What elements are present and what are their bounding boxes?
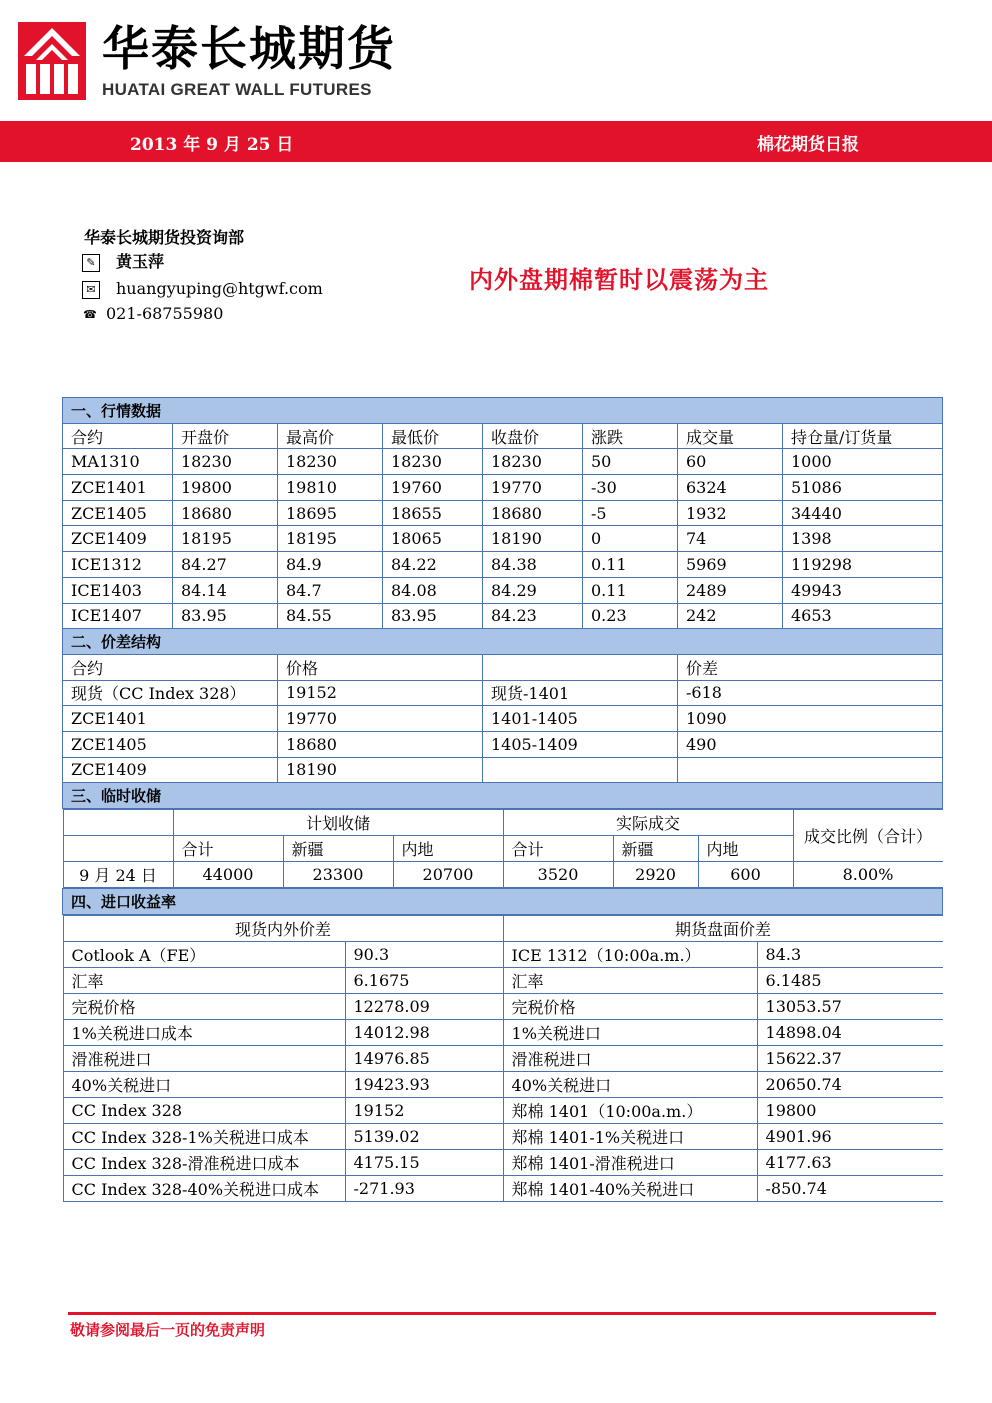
column-header: 价格 [278, 654, 483, 680]
market-section [63, 398, 943, 1202]
market-row [63, 552, 943, 578]
table-cell: 12278.09 [345, 993, 503, 1019]
table-cell: 2920 [613, 862, 698, 888]
market-header-row [63, 423, 943, 449]
table-cell: -850.74 [757, 1175, 943, 1201]
table-cell: ICE1403 [63, 577, 173, 603]
table-cell: 19770 [278, 706, 483, 732]
section-row [63, 783, 943, 809]
department-name: 华泰长城期货投资询部 [84, 228, 245, 247]
table-cell: 现货（CC Index 328） [63, 680, 278, 706]
table-cell: 84.08 [383, 577, 483, 603]
table-cell: ZCE1405 [63, 731, 278, 757]
table-cell: 18680 [483, 500, 583, 526]
table-cell: 83.95 [173, 603, 278, 629]
table-cell: 84.38 [483, 552, 583, 578]
storage-container-row [63, 809, 943, 889]
phone-icon: ☎ [83, 307, 97, 321]
table-cell: 汇率 [63, 967, 345, 993]
column-header: 内地 [393, 836, 503, 862]
footer-divider [68, 1312, 936, 1315]
table-cell: 19423.93 [345, 1071, 503, 1097]
table-cell: 14976.85 [345, 1045, 503, 1071]
market-row [63, 500, 943, 526]
column-header: 新疆 [283, 836, 393, 862]
report-headline: 内外盘期棉暂时以震荡为主 [469, 265, 769, 294]
table-cell: 19152 [345, 1097, 503, 1123]
table-cell: CC Index 328 [63, 1097, 345, 1123]
table-cell: 0.23 [583, 603, 678, 629]
phone-line [82, 304, 223, 324]
table-cell: 84.7 [278, 577, 383, 603]
import-row [63, 1175, 943, 1201]
import-row [63, 1123, 943, 1149]
table-cell: 5139.02 [345, 1123, 503, 1149]
table-cell: CC Index 328-1%关税进口成本 [63, 1123, 345, 1149]
table-cell: 滑准税进口 [503, 1045, 757, 1071]
table-cell: 6324 [678, 475, 783, 501]
table-cell: 18680 [278, 731, 483, 757]
table-cell: ICE 1312（10:00a.m.） [503, 941, 757, 967]
table-cell: 郑棉 1401-1%关税进口 [503, 1123, 757, 1149]
table-cell: 490 [678, 731, 943, 757]
column-group-header: 计划收储 [173, 810, 503, 836]
table-cell: 1398 [783, 526, 943, 552]
table-cell: 18065 [383, 526, 483, 552]
storage-group-row [63, 810, 943, 836]
table-cell: ZCE1409 [63, 526, 173, 552]
import-header-row [63, 915, 943, 941]
table-cell: 242 [678, 603, 783, 629]
table-cell: 0.11 [583, 577, 678, 603]
table-cell: 4901.96 [757, 1123, 943, 1149]
table-cell: 44000 [173, 862, 283, 888]
brand-name-cn: 华泰长城期货 [102, 22, 396, 77]
table-cell: 郑棉 1401-40%关税进口 [503, 1175, 757, 1201]
column-group-header: 期货盘面价差 [503, 915, 943, 941]
table-cell: ICE1312 [63, 552, 173, 578]
data-table [62, 397, 943, 1202]
table-cell: 完税价格 [503, 993, 757, 1019]
table-cell: 2489 [678, 577, 783, 603]
table-cell: 84.14 [173, 577, 278, 603]
table-cell: 18680 [173, 500, 278, 526]
table-cell: 18655 [383, 500, 483, 526]
table-cell: 19800 [173, 475, 278, 501]
envelope-icon: ✉ [82, 281, 100, 299]
table-cell: 19152 [278, 680, 483, 706]
storage-holder [63, 809, 943, 889]
section-title-storage: 三、临时收储 [63, 783, 943, 809]
table-cell: CC Index 328-滑准税进口成本 [63, 1149, 345, 1175]
table-cell: 19770 [483, 475, 583, 501]
table-cell: 20650.74 [757, 1071, 943, 1097]
table-cell: 84.29 [483, 577, 583, 603]
blank-cell [63, 836, 173, 862]
table-cell: 汇率 [503, 967, 757, 993]
table-cell [678, 757, 943, 783]
column-header: 涨跌 [583, 423, 678, 449]
import-row [63, 1149, 943, 1175]
column-header: 开盘价 [173, 423, 278, 449]
table-cell: 18695 [278, 500, 383, 526]
table-cell: CC Index 328-40%关税进口成本 [63, 1175, 345, 1201]
table-cell: MA1310 [63, 449, 173, 475]
analyst-name: 黄玉萍 [116, 252, 165, 271]
table-cell: 84.23 [483, 603, 583, 629]
market-row [63, 577, 943, 603]
section-title-market: 一、行情数据 [63, 398, 943, 424]
table-cell: 5969 [678, 552, 783, 578]
spread-row [63, 757, 943, 783]
table-cell: 4175.15 [345, 1149, 503, 1175]
table-cell: 18190 [483, 526, 583, 552]
table-cell: 0.11 [583, 552, 678, 578]
import-row [63, 1097, 943, 1123]
brand-name-en: HUATAI GREAT WALL FUTURES [102, 80, 372, 99]
table-cell: 1932 [678, 500, 783, 526]
email-line [82, 279, 323, 299]
column-header: 合约 [63, 423, 173, 449]
column-header: 合约 [63, 654, 278, 680]
table-cell: 23300 [283, 862, 393, 888]
table-cell: 18230 [173, 449, 278, 475]
table-cell: 1401-1405 [483, 706, 678, 732]
table-cell: 19810 [278, 475, 383, 501]
table-cell: 50 [583, 449, 678, 475]
table-cell: 4177.63 [757, 1149, 943, 1175]
import-row [63, 967, 943, 993]
table-cell: 34440 [783, 500, 943, 526]
email-address: huangyuping@htgwf.com [116, 279, 323, 298]
table-cell: 滑准税进口 [63, 1045, 345, 1071]
table-cell: 15622.37 [757, 1045, 943, 1071]
import-holder [63, 914, 943, 1202]
import-table [63, 915, 943, 1202]
column-header: 新疆 [613, 836, 698, 862]
table-cell: 1%关税进口成本 [63, 1019, 345, 1045]
spread-row [63, 680, 943, 706]
storage-table [63, 809, 943, 888]
table-cell: 84.9 [278, 552, 383, 578]
table-cell: 119298 [783, 552, 943, 578]
table-cell: 14898.04 [757, 1019, 943, 1045]
spread-row [63, 731, 943, 757]
table-cell: 6.1485 [757, 967, 943, 993]
table-cell: 1000 [783, 449, 943, 475]
column-header: 持仓量/订货量 [783, 423, 943, 449]
table-cell: 74 [678, 526, 783, 552]
table-cell: 18190 [278, 757, 483, 783]
table-cell: 3520 [503, 862, 613, 888]
table-cell: 20700 [393, 862, 503, 888]
column-group-header: 现货内外价差 [63, 915, 503, 941]
section-row [63, 889, 943, 915]
table-cell: 60 [678, 449, 783, 475]
market-row [63, 475, 943, 501]
table-cell: ICE1407 [63, 603, 173, 629]
table-cell: 1090 [678, 706, 943, 732]
header-band [0, 121, 992, 162]
table-cell: -618 [678, 680, 943, 706]
column-header: 价差 [678, 654, 943, 680]
table-cell: 0 [583, 526, 678, 552]
table-cell: -30 [583, 475, 678, 501]
table-cell [483, 757, 678, 783]
table-cell: 郑棉 1401（10:00a.m.） [503, 1097, 757, 1123]
import-row [63, 1019, 943, 1045]
column-group-header: 实际成交 [503, 810, 793, 836]
section-title-spread: 二、价差结构 [63, 629, 943, 655]
table-cell: -271.93 [345, 1175, 503, 1201]
section-title-import: 四、进口收益率 [63, 889, 943, 915]
report-title: 棉花期货日报 [757, 135, 859, 155]
phone-number: 021-68755980 [106, 304, 224, 323]
import-row [63, 1045, 943, 1071]
table-cell: 18195 [173, 526, 278, 552]
table-cell: ZCE1401 [63, 706, 278, 732]
column-header: 收盘价 [483, 423, 583, 449]
table-cell: 8.00% [793, 862, 942, 888]
table-cell: 13053.57 [757, 993, 943, 1019]
table-cell: 14012.98 [345, 1019, 503, 1045]
table-cell: 84.22 [383, 552, 483, 578]
table-cell: 19760 [383, 475, 483, 501]
table-cell: 1%关税进口 [503, 1019, 757, 1045]
table-cell: 40%关税进口 [503, 1071, 757, 1097]
table-cell: -5 [583, 500, 678, 526]
table-cell: 84.55 [278, 603, 383, 629]
spread-header-row [63, 654, 943, 680]
table-cell: 18230 [383, 449, 483, 475]
table-cell: 84.27 [173, 552, 278, 578]
table-cell: ZCE1401 [63, 475, 173, 501]
table-cell: 600 [698, 862, 793, 888]
table-cell: 51086 [783, 475, 943, 501]
market-row [63, 526, 943, 552]
market-row [63, 449, 943, 475]
column-header: 最高价 [278, 423, 383, 449]
blank-cell [63, 810, 173, 836]
pen-icon: ✎ [82, 254, 100, 272]
table-cell: 83.95 [383, 603, 483, 629]
table-cell: 40%关税进口 [63, 1071, 345, 1097]
table-cell: 现货-1401 [483, 680, 678, 706]
column-header: 成交量 [678, 423, 783, 449]
column-header: 内地 [698, 836, 793, 862]
table-cell: 郑棉 1401-滑准税进口 [503, 1149, 757, 1175]
analyst-line [82, 252, 164, 272]
section-row [63, 629, 943, 655]
table-cell: 18195 [278, 526, 383, 552]
table-cell: 19800 [757, 1097, 943, 1123]
spread-row [63, 706, 943, 732]
table-cell: 4653 [783, 603, 943, 629]
table-cell: 18230 [278, 449, 383, 475]
market-row [63, 603, 943, 629]
column-header: 最低价 [383, 423, 483, 449]
table-cell: 1405-1409 [483, 731, 678, 757]
report-date: 2013 年 9 月 25 日 [130, 135, 294, 155]
import-row [63, 993, 943, 1019]
import-container-row [63, 914, 943, 1202]
table-cell: Cotlook A（FE） [63, 941, 345, 967]
table-cell: 18230 [483, 449, 583, 475]
column-header: 成交比例（合计） [793, 810, 942, 862]
disclaimer-note: 敬请参阅最后一页的免责声明 [70, 1321, 266, 1339]
table-cell: ZCE1409 [63, 757, 278, 783]
table-cell: 完税价格 [63, 993, 345, 1019]
table-cell: 49943 [783, 577, 943, 603]
import-row [63, 941, 943, 967]
table-cell: 84.3 [757, 941, 943, 967]
table-cell: ZCE1405 [63, 500, 173, 526]
column-header [483, 654, 678, 680]
table-cell: 6.1675 [345, 967, 503, 993]
company-logo [18, 22, 86, 100]
table-cell: 9 月 24 日 [63, 862, 173, 888]
column-header: 合计 [503, 836, 613, 862]
storage-data-row [63, 862, 943, 888]
column-header: 合计 [173, 836, 283, 862]
table-cell: 90.3 [345, 941, 503, 967]
import-row [63, 1071, 943, 1097]
